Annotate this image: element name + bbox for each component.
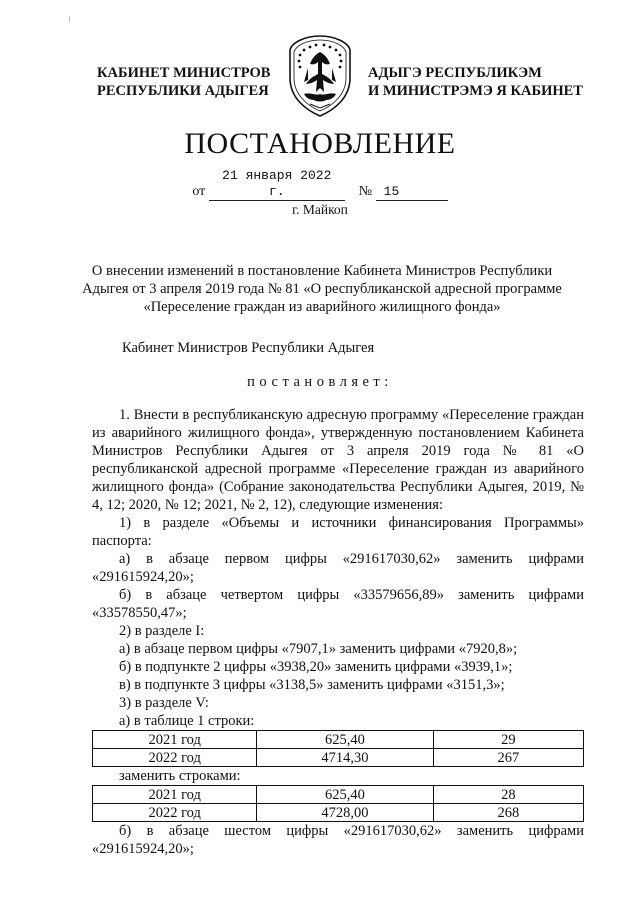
document-preamble: Кабинет Министров Республики Адыгея [122,340,375,356]
paragraph-6: а) в абзаце первом цифры «7907,1» заменить цифрами «7920,8»; [119,641,518,657]
table-cell: 4714,30 [257,749,433,767]
document-number: 15 [376,184,448,201]
document-date: 21 января 2022 г. [209,168,345,201]
paragraph-8: в) в подпункте 3 цифры «3138,5» заменить цифрами «3151,3»; [119,677,505,693]
table-row [93,731,584,749]
paragraph-2: 1) в разделе «Объемы и источники финансирования Программы» паспорта: [92,515,584,549]
table-cell: 625,40 [257,786,433,804]
org-name-adyghe [368,64,598,100]
table-cell: 2021 год [93,786,257,804]
table-cell: 268 [433,804,583,822]
document-body [92,406,584,858]
paragraph-1: 1. Внести в республиканскую адресную программу «Переселение граждан из аварийного жилищного фонда», утвержденную постановлением Кабинета Министров Республики Адыгея от 3 апреля 2019 года № 81 «О республиканской адресной программе «Переселение граждан из аварийного жилищного фонда» (Собрание законодательства Республики Адыгея, 2019, № 4, 12; 2020, № 12; 2021, № 2, 12), следующие изменения: [92,407,584,513]
table-cell: 4728,00 [257,804,433,822]
table-cell: 625,40 [257,731,433,749]
table-cell: 29 [433,731,583,749]
document-subject: О внесении изменений в постановление Кабинета Министров Республики Адыгея от 3 апреля 2019 года № 81 «О республиканской адресной программе «Переселение граждан из аварийного жилищного фонда» [82,263,562,315]
document-city: г. Майкоп [292,202,348,217]
table-row [93,786,584,804]
table-cell: 2021 год [93,731,257,749]
table-old-rows [92,730,584,767]
date-prefix: от [192,184,206,199]
table-cell: 28 [433,786,583,804]
paragraph-12: б) в абзаце шестом цифры «291617030,62» заменить цифрами «291615924,20»; [92,823,584,857]
paragraph-4: б) в абзаце четвертом цифры «33579656,89» заменить цифрами «33578550,47»; [92,587,584,621]
table-cell: 2022 год [93,749,257,767]
paragraph-10: а) в таблице 1 строки: [119,713,255,729]
document-title: ПОСТАНОВЛЕНИЕ [184,127,456,160]
paragraph-11: заменить строками: [119,768,241,784]
margin-mark [69,16,70,22]
number-prefix: № [358,184,373,199]
org-name-russian [97,64,287,100]
org-name-adyghe-line-1: АДЫГЭ РЕСПУБЛИКЭМ [368,65,542,81]
table-cell: 267 [433,749,583,767]
org-name-adyghe-line-2: И МИНИСТРЭМЭ Я КАБИНЕТ [368,83,583,99]
document-decree-word: постановляет: [247,374,393,390]
table-row [93,804,584,822]
table-cell: 2022 год [93,804,257,822]
org-name-russian-line-1: КАБИНЕТ МИНИСТРОВ [97,65,271,81]
table-row [93,749,584,767]
table-new-rows [92,785,584,822]
coat-of-arms-adygea-icon [286,34,354,118]
paragraph-5: 2) в разделе I: [119,623,205,639]
paragraph-9: 3) в разделе V: [119,695,209,711]
document-date-number [0,168,640,202]
paragraph-7: б) в подпункте 2 цифры «3938,20» заменить цифрами «3939,1»; [119,659,513,675]
paragraph-3: а) в абзаце первом цифры «291617030,62» заменить цифрами «291615924,20»; [92,551,584,585]
org-name-russian-line-2: РЕСПУБЛИКИ АДЫГЕЯ [97,83,269,99]
